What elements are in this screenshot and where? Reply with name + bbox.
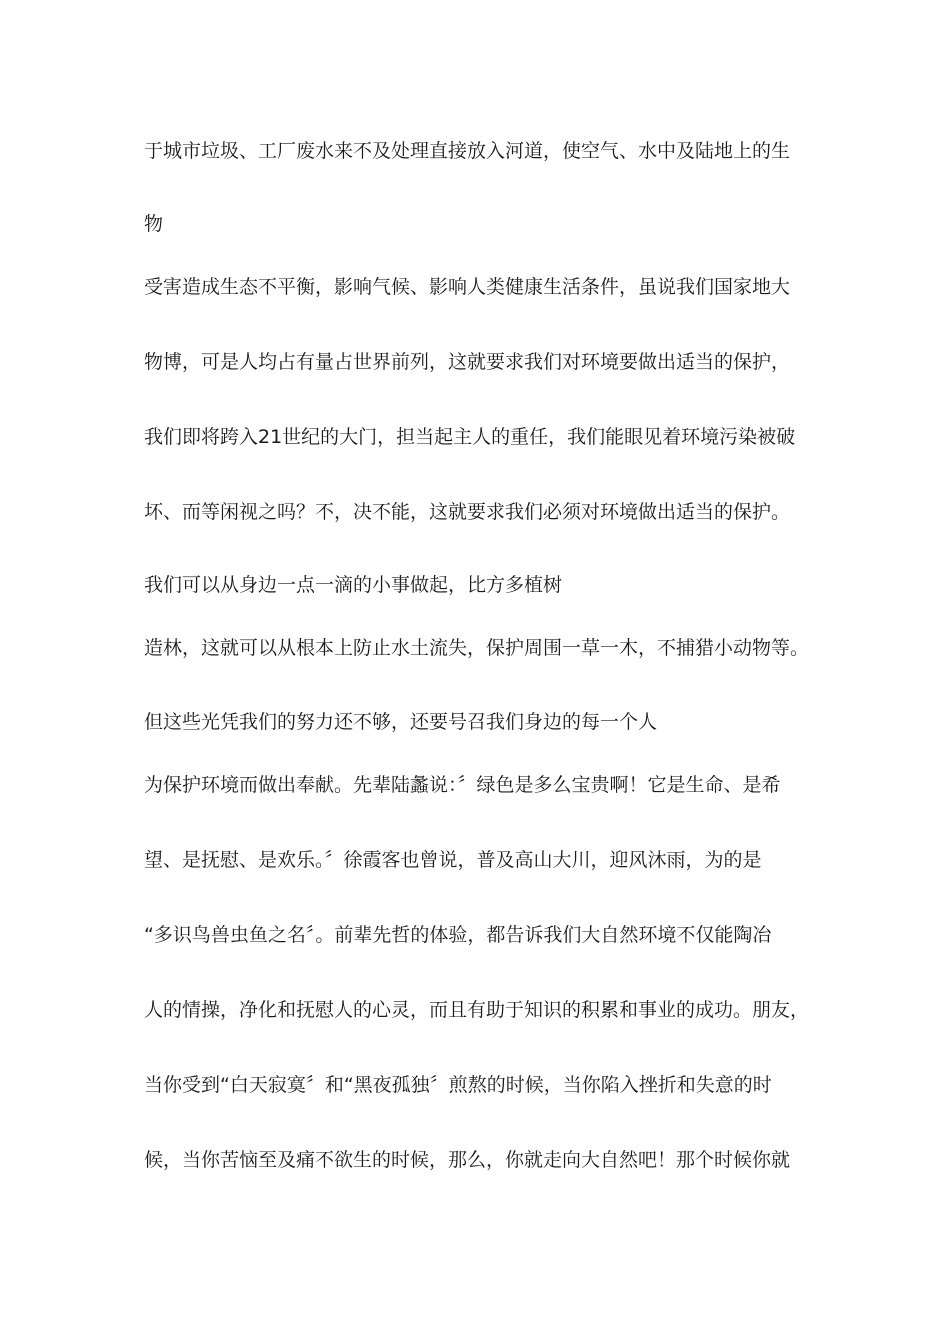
text-line: 受害造成生态不平衡，影响气候、影响人类健康生活条件，虽说我们国家地大 [144, 276, 791, 298]
text-line: 候，当你苦恼至及痛不欲生的时候，那么，你就走向大自然吧！那个时候你就 [144, 1149, 791, 1171]
text-line: 我们即将跨入21世纪的大门，担当起主人的重任，我们能眼见着环境污染被破 [144, 426, 796, 448]
text-line: 于城市垃圾、工厂废水来不及处理直接放入河道，使空气、水中及陆地上的生 [144, 140, 791, 162]
text-line: 当你受到“白天寂寞〞和“黑夜孤独〞煎熬的时候，当你陷入挫折和失意的时 [144, 1074, 772, 1096]
text-line: 造林，这就可以从根本上防止水土流失，保护周围一草一木，不捕猎小动物等。 [144, 637, 810, 659]
text-line: 物博，可是人均占有量占世界前列，这就要求我们对环境要做出适当的保护， [144, 351, 791, 373]
text-line: 坏、而等闲视之吗？不，决不能，这就要求我们必须对环境做出适当的保护。 [144, 501, 791, 523]
text-line: 望、是抚慰、是欢乐。〞徐霞客也曾说，普及高山大川，迎风沐雨，为的是 [144, 849, 762, 871]
text-line: 为保护环境而做出奉献。先辈陆蠡说：〞绿色是多么宝贵啊！它是生命、是希 [144, 774, 781, 796]
text-line: 人的情操，净化和抚慰人的心灵，而且有助于知识的积累和事业的成功。朋友， [144, 999, 810, 1021]
text-line: 物 [144, 213, 164, 235]
text-line: 我们可以从身边一点一滴的小事做起，比方多植树 [144, 574, 563, 596]
text-line: “多识鸟兽虫鱼之名〞。前辈先哲的体验，都告诉我们大自然环境不仅能陶冶 [144, 924, 772, 946]
text-line: 但这些光凭我们的努力还不够，还要号召我们身边的每一个人 [144, 711, 658, 733]
